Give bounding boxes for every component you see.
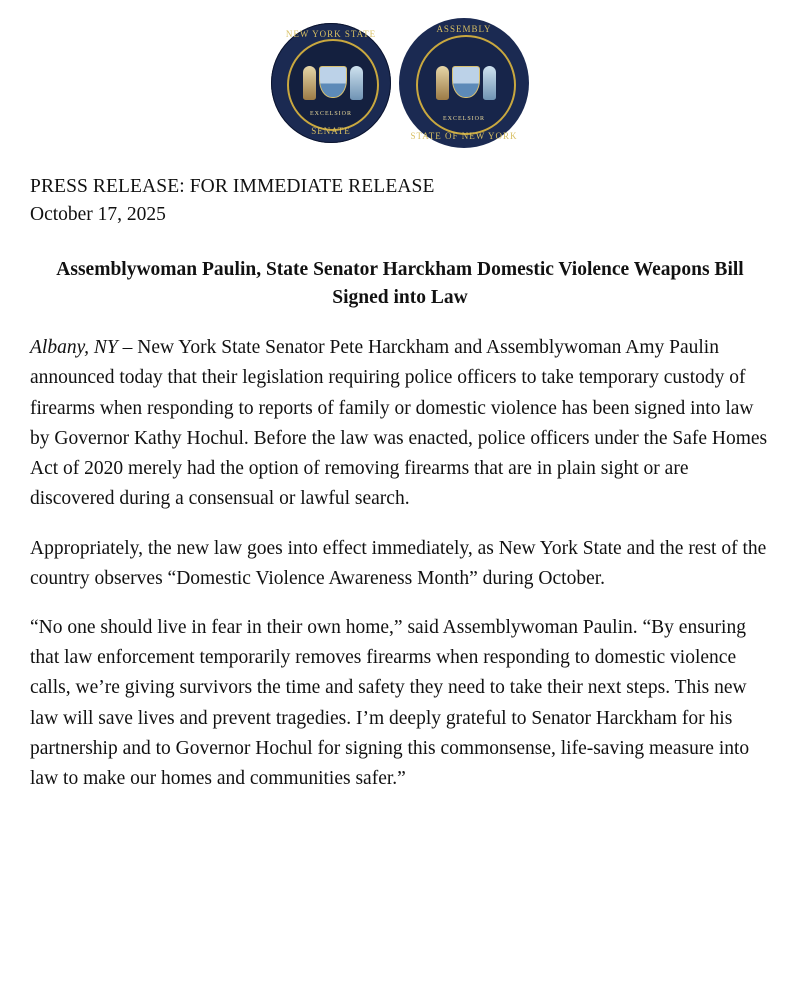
assembly-seal-motto: EXCELSIOR bbox=[443, 116, 485, 122]
senate-crest-icon bbox=[301, 60, 365, 114]
new-york-state-senate-seal bbox=[271, 23, 391, 143]
senate-seal-inner bbox=[287, 39, 379, 131]
liberty-figure-icon bbox=[303, 66, 316, 100]
paragraph-2: Appropriately, the new law goes into effect immediately, as New York State and the rest of the country observes “Domestic Violence Awareness Month” during October. bbox=[30, 537, 767, 589]
assembly-crest-icon bbox=[434, 60, 498, 114]
assembly-seal-bottom-text: STATE OF NEW YORK bbox=[410, 131, 518, 141]
state-shield-icon bbox=[452, 66, 480, 98]
dateline: Albany, NY bbox=[30, 337, 118, 359]
press-release-label: PRESS RELEASE: FOR IMMEDIATE RELEASE bbox=[30, 176, 435, 197]
paragraph-1-text: – New York State Senator Pete Harckham and Assemblywoman Amy Paulin announced today that their legislation requiring police officers to take temporary custody of firearms when responding to reports of family or domestic violence has been signed into law by Governor Kathy Hochul. Before the law was enacted, police officers under the Safe Homes Act of 2020 merely had the option of removing firearms that are in plain sight or are discovered during a consensual or lawful search. bbox=[30, 337, 768, 510]
state-shield-icon bbox=[319, 66, 347, 98]
release-date: October 17, 2025 bbox=[30, 203, 166, 225]
justice-figure-icon bbox=[483, 66, 496, 100]
assembly-seal-top-text: ASSEMBLY bbox=[436, 24, 492, 34]
senate-seal-top-text: NEW YORK STATE bbox=[285, 29, 377, 39]
paragraph-3: “No one should live in fear in their own home,” said Assemblywoman Paulin. “By ensuring that law enforcement temporarily removes firearms when responding to domestic violence calls, we’re giving survivors the time and safety they need to take their next steps. This new law will save lives and prevent tragedies. I’m deeply grateful to Senator Harckham for his partnership and to Governor Hochul for signing this commonsense, life-saving measure into law to make our homes and communities safer.” bbox=[30, 616, 750, 790]
paragraph-1 bbox=[30, 333, 770, 514]
senate-seal-bottom-text: SENATE bbox=[311, 126, 351, 136]
justice-figure-icon bbox=[350, 66, 363, 100]
new-york-state-assembly-seal bbox=[399, 18, 529, 148]
seal-header bbox=[28, 0, 772, 148]
liberty-figure-icon bbox=[436, 66, 449, 100]
page-title: Assemblywoman Paulin, State Senator Harckham Domestic Violence Weapons Bill Signed into Law bbox=[56, 258, 744, 308]
senate-seal-motto: EXCELSIOR bbox=[310, 111, 352, 117]
document-body bbox=[28, 148, 772, 794]
